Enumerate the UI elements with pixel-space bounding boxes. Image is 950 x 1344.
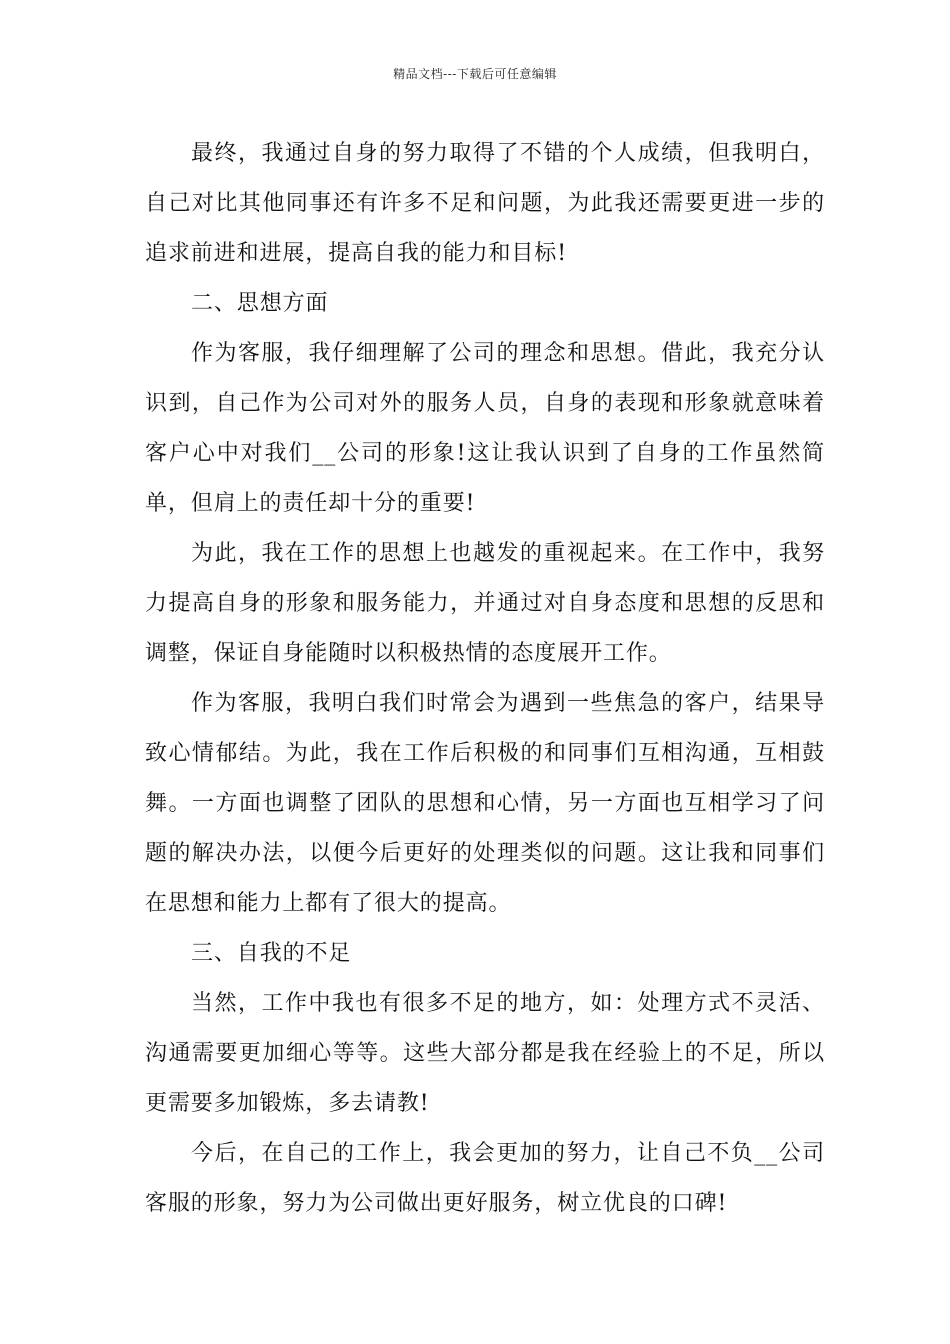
- paragraph: 最终，我通过自身的努力取得了不错的个人成绩，但我明白，自己对比其他同事还有许多不足和问题，为此我还需要更进一步的追求前进和进展，提高自我的能力和目标!: [145, 141, 825, 266]
- paragraph: 当然，工作中我也有很多不足的地方，如：处理方式不灵活、沟通需要更加细心等等。这些大部分都是我在经验上的不足，所以更需要多加锻炼，多去请教!: [145, 991, 825, 1116]
- section-heading: 二、思想方面: [191, 291, 329, 316]
- page-header: 精品文档---下载后可任意编辑: [393, 67, 557, 81]
- paragraph: 为此，我在工作的思想上也越发的重视起来。在工作中，我努力提高自身的形象和服务能力，并通过对自身态度和思想的反思和调整，保证自身能随时以积极热情的态度展开工作。: [145, 541, 825, 666]
- paragraph: 作为客服，我明白我们时常会为遇到一些焦急的客户，结果导致心情郁结。为此，我在工作后积极的和同事们互相沟通，互相鼓舞。一方面也调整了团队的思想和心情，另一方面也互相学习了问题的解决办法，以便今后更好的处理类似的问题。这让我和同事们在思想和能力上都有了很大的提高。: [145, 691, 825, 916]
- section-heading: 三、自我的不足: [191, 941, 352, 966]
- paragraph: 今后，在自己的工作上，我会更加的努力，让自己不负__公司客服的形象，努力为公司做出更好服务，树立优良的口碑!: [145, 1141, 825, 1216]
- document-body: [145, 129, 825, 1229]
- paragraph: 作为客服，我仔细理解了公司的理念和思想。借此，我充分认识到，自己作为公司对外的服务人员，自身的表现和形象就意味着客户心中对我们__公司的形象!这让我认识到了自身的工作虽然简单，但肩上的责任却十分的重要!: [145, 341, 825, 516]
